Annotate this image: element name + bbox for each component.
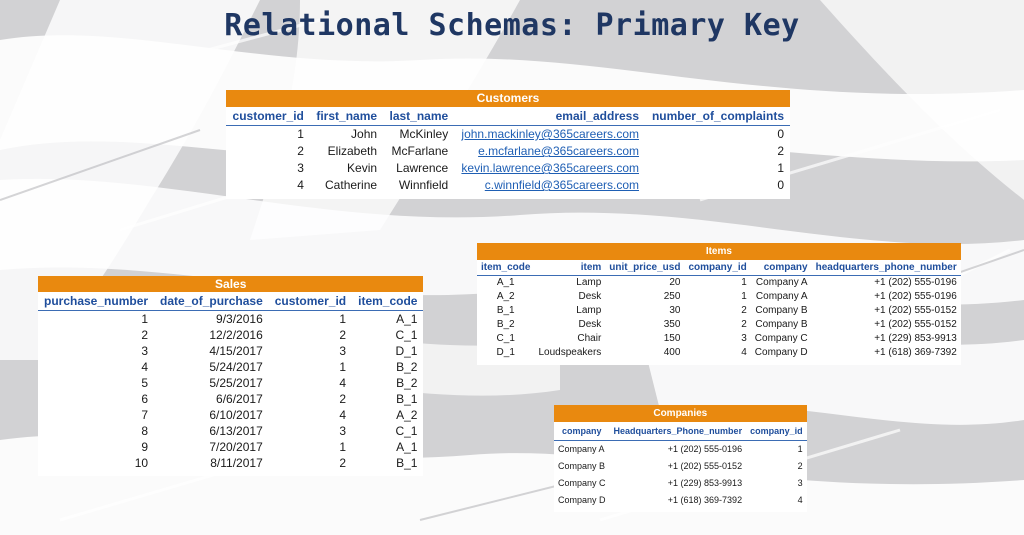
cell: 30	[669, 305, 681, 316]
cell: B_1	[396, 456, 418, 470]
cell: Company A	[755, 291, 808, 302]
email-link[interactable]: e.mcfarlane@365careers.com	[478, 144, 640, 158]
table-row	[226, 160, 790, 177]
cell: Chair	[577, 333, 602, 344]
companies-header-company-id: company_id	[746, 422, 807, 441]
cell: Kevin	[347, 161, 378, 175]
cell: B_2	[496, 319, 515, 330]
table-row	[477, 318, 961, 332]
cell: +1 (229) 853-9913	[667, 478, 743, 488]
cell: Company B	[558, 461, 606, 471]
cell: 4	[339, 376, 347, 390]
table-row	[38, 391, 423, 407]
cell: 2	[741, 305, 747, 316]
cell: 1	[339, 440, 347, 454]
table-row	[554, 441, 807, 459]
cell: 3	[741, 333, 747, 344]
cell: 400	[663, 347, 681, 358]
cell: Company D	[754, 347, 808, 358]
cell: C_1	[395, 328, 418, 342]
cell: B_1	[496, 305, 515, 316]
cell: B_2	[396, 360, 418, 374]
cell: 1	[339, 312, 347, 326]
cell: +1 (202) 555-0196	[874, 277, 957, 288]
items-table	[477, 243, 961, 365]
cell: A_1	[396, 312, 418, 326]
cell: +1 (618) 369-7392	[667, 495, 743, 505]
cell: 5/24/2017	[209, 360, 263, 374]
cell: 1	[741, 277, 747, 288]
table-row	[38, 327, 423, 343]
cell: A_1	[396, 440, 418, 454]
sales-header-purchase-number: purchase_number	[38, 292, 154, 311]
cell: 2	[777, 144, 784, 158]
cell: 3	[339, 344, 347, 358]
cell: 5/25/2017	[209, 376, 263, 390]
cell: McKinley	[399, 127, 449, 141]
items-caption: Items	[477, 243, 961, 260]
cell: 3	[141, 344, 149, 358]
cell: A_2	[396, 408, 418, 422]
cell: 7	[141, 408, 149, 422]
customers-header-customer-id: customer_id	[226, 107, 310, 126]
sales-header-customer-id: customer_id	[269, 292, 352, 311]
customers-header-number-of-complaints: number_of_complaints	[645, 107, 790, 126]
table-row	[226, 177, 790, 199]
cell: A_2	[496, 291, 515, 302]
cell: 2	[339, 392, 347, 406]
sales-table	[38, 276, 423, 476]
cell: 9	[141, 440, 149, 454]
table-row	[477, 332, 961, 346]
cell: +1 (202) 555-0152	[667, 461, 743, 471]
email-link[interactable]: john.mackinley@365careers.com	[461, 127, 640, 141]
cell: C_1	[395, 424, 418, 438]
cell: 20	[669, 277, 681, 288]
cell: John	[351, 127, 378, 141]
cell: Loudspeakers	[538, 347, 602, 358]
cell: 0	[777, 178, 784, 192]
cell: 1	[339, 360, 347, 374]
cell: 150	[663, 333, 681, 344]
cell: 2	[339, 456, 347, 470]
cell: Company C	[754, 333, 808, 344]
items-header-company-id: company_id	[684, 260, 750, 276]
cell: 10	[134, 456, 149, 470]
items-header-unit-price-usd: unit_price_usd	[605, 260, 684, 276]
table-row	[226, 143, 790, 160]
companies-header-headquarters-phone-number: Headquarters_Phone_number	[610, 422, 747, 441]
cell: Company D	[558, 495, 606, 505]
items-header-headquarters-phone-number: headquarters_phone_number	[812, 260, 961, 276]
cell: 4	[797, 495, 803, 505]
cell: 4	[339, 408, 347, 422]
cell: Lamp	[576, 305, 602, 316]
cell: 6/10/2017	[209, 408, 263, 422]
cell: +1 (618) 369-7392	[874, 347, 957, 358]
cell: 2	[797, 461, 803, 471]
cell: Catherine	[325, 178, 378, 192]
cell: Company B	[755, 305, 808, 316]
cell: McFarlane	[391, 144, 449, 158]
cell: 3	[339, 424, 347, 438]
cell: 9/3/2016	[216, 312, 263, 326]
table-row	[38, 359, 423, 375]
cell: 1	[141, 312, 149, 326]
cell: Desk	[578, 291, 602, 302]
cell: 250	[663, 291, 681, 302]
cell: 4	[297, 178, 304, 192]
cell: 0	[777, 127, 784, 141]
cell: 7/20/2017	[209, 440, 263, 454]
cell: B_1	[396, 392, 418, 406]
cell: Company A	[558, 444, 605, 454]
cell: 1	[741, 291, 747, 302]
cell: 6/6/2017	[216, 392, 263, 406]
cell: +1 (202) 555-0152	[874, 305, 957, 316]
customers-header-first-name: first_name	[310, 107, 383, 126]
cell: D_1	[496, 347, 515, 358]
table-row	[477, 290, 961, 304]
companies-caption: Companies	[554, 405, 807, 422]
cell: +1 (229) 853-9913	[874, 333, 957, 344]
sales-header-date-of-purchase: date_of_purchase	[154, 292, 269, 311]
cell: Elizabeth	[327, 144, 378, 158]
cell: 350	[663, 319, 681, 330]
cell: 3	[797, 478, 803, 488]
table-row	[554, 458, 807, 475]
cell: 2	[297, 144, 304, 158]
table-row	[38, 439, 423, 455]
sales-caption: Sales	[38, 276, 423, 292]
table-row	[477, 276, 961, 291]
cell: 1	[297, 127, 304, 141]
companies-header-company: company	[554, 422, 610, 441]
cell: D_1	[395, 344, 418, 358]
items-header-company: company	[751, 260, 812, 276]
cell: +1 (202) 555-0196	[874, 291, 957, 302]
cell: 4	[141, 360, 149, 374]
cell: 1	[777, 161, 784, 175]
email-link[interactable]: kevin.lawrence@365careers.com	[461, 161, 640, 175]
cell: 12/2/2016	[209, 328, 263, 342]
cell: 8	[141, 424, 149, 438]
table-row	[554, 492, 807, 512]
sales-header-item-code: item_code	[352, 292, 423, 311]
companies-table	[554, 405, 807, 512]
cell: 1	[797, 444, 803, 454]
table-row	[38, 455, 423, 476]
table-row	[477, 346, 961, 365]
customers-header-email-address: email_address	[454, 107, 645, 126]
customers-header-last-name: last_name	[383, 107, 454, 126]
cell: Company B	[755, 319, 808, 330]
customers-caption: Customers	[226, 90, 790, 107]
cell: C_1	[496, 333, 515, 344]
cell: 2	[339, 328, 347, 342]
cell: +1 (202) 555-0152	[874, 319, 957, 330]
table-row	[38, 375, 423, 391]
cell: Desk	[578, 319, 602, 330]
cell: 8/11/2017	[210, 456, 263, 470]
cell: +1 (202) 555-0196	[667, 444, 743, 454]
items-header-item-code: item_code	[477, 260, 534, 276]
cell: Company A	[755, 277, 808, 288]
page-title: Relational Schemas: Primary Key	[224, 8, 800, 43]
cell: 4/15/2017	[209, 344, 263, 358]
cell: 5	[141, 376, 149, 390]
table-row	[38, 407, 423, 423]
cell: Company C	[558, 478, 606, 488]
table-row	[477, 304, 961, 318]
table-row	[38, 423, 423, 439]
table-row	[226, 126, 790, 144]
cell: 2	[741, 319, 747, 330]
cell: B_2	[396, 376, 418, 390]
cell: 4	[741, 347, 747, 358]
table-row	[38, 343, 423, 359]
cell: 6/13/2017	[209, 424, 263, 438]
cell: 3	[297, 161, 304, 175]
cell: A_1	[496, 277, 515, 288]
cell: Lawrence	[396, 161, 449, 175]
table-row	[38, 311, 423, 328]
cell: Lamp	[576, 277, 602, 288]
customers-table	[226, 90, 790, 199]
cell: Winnfield	[398, 178, 449, 192]
email-link[interactable]: c.winnfield@365careers.com	[484, 178, 640, 192]
table-row	[554, 475, 807, 492]
cell: 2	[141, 328, 149, 342]
cell: 6	[141, 392, 149, 406]
items-header-item: item	[534, 260, 605, 276]
